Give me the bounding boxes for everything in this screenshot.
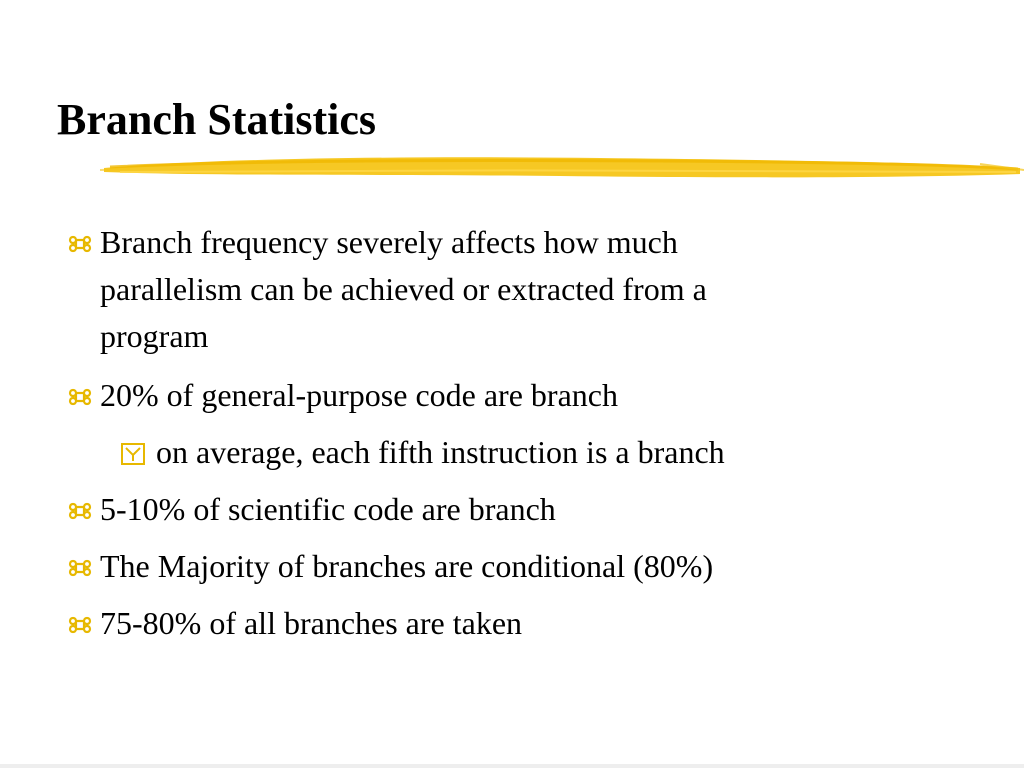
bullet-item [67, 372, 967, 419]
bullet-text-line: Branch frequency severely affects how much [100, 224, 678, 260]
command-key-icon [67, 384, 93, 410]
command-key-icon [67, 555, 93, 581]
command-key-icon [67, 498, 93, 524]
bullet-text: 75-80% of all branches are taken [100, 605, 523, 641]
bullet-item [67, 600, 967, 647]
bullet-item [67, 219, 967, 360]
bullet-text: 5-10% of scientific code are branch [100, 491, 556, 527]
bottom-divider [0, 764, 1024, 768]
command-key-icon [67, 612, 93, 638]
sub-bullet-item [120, 429, 1000, 476]
bullet-text: 20% of general-purpose code are branch [100, 377, 618, 413]
checkbox-y-icon [120, 441, 146, 467]
bullet-item [67, 543, 967, 590]
sub-bullet-text: on average, each fifth instruction is a branch [156, 434, 725, 470]
bullet-item [67, 486, 967, 533]
command-key-icon [67, 231, 93, 257]
bullet-text-line: program [100, 318, 209, 354]
slide-title: Branch Statistics [57, 95, 376, 144]
bullet-text-line: parallelism can be achieved or extracted from a [100, 271, 707, 307]
bullet-text: The Majority of branches are conditional (80%) [100, 548, 714, 584]
